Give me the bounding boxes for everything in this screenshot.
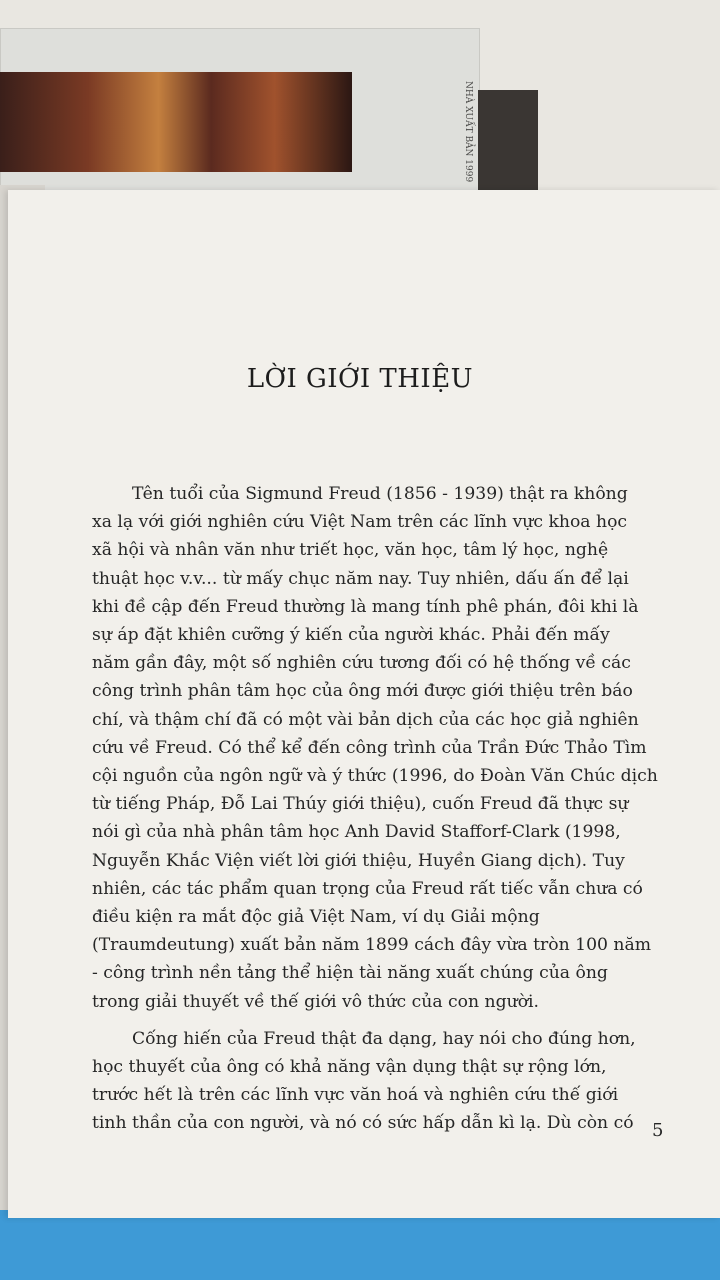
page-number: 5 xyxy=(652,1120,664,1141)
text-line: cội nguồn của ngôn ngữ và ý thức (1996, do Đoàn Văn Chúc dịch xyxy=(92,766,658,787)
text-line: công trình phân tâm học của ông mới được giới thiệu trên báo xyxy=(92,681,633,702)
text-line: trong giải thuyết về thế giới vô thức của con người. xyxy=(92,991,540,1012)
table-surface xyxy=(0,1210,720,1280)
text-line: từ tiếng Pháp, Đỗ Lai Thúy giới thiệu), cuốn Freud đã thực sự xyxy=(92,794,629,815)
page-title: LỜI GIỚI THIỆU xyxy=(246,364,474,394)
text-line: Tên tuổi của Sigmund Freud (1856 - 1939) thật ra không xyxy=(132,484,628,504)
text-line: trước hết là trên các lĩnh vực văn hoá và nghiên cứu thế giới xyxy=(92,1085,619,1106)
background-book-spine-text: NHÀ XUẤT BẢN 1999 xyxy=(463,80,473,182)
paragraph-1 xyxy=(92,480,672,1016)
text-line: xa lạ với giới nghiên cứu Việt Nam trên các lĩnh vực khoa học xyxy=(92,512,628,533)
text-line: cứu về Freud. Có thể kể đến công trình của Trần Đức Thảo Tìm xyxy=(92,737,647,758)
text-line: chí, và thậm chí đã có một vài bản dịch của các học giả nghiên xyxy=(92,709,639,730)
text-line: Cống hiến của Freud thật đa dạng, hay nói cho đúng hơn, xyxy=(132,1028,636,1049)
text-line: khi đề cập đến Freud thường là mang tính phê phán, đôi khi là xyxy=(92,596,639,617)
paragraph-2 xyxy=(92,1025,672,1138)
text-line: nói gì của nhà phân tâm học Anh David Stafforf-Clark (1998, xyxy=(92,822,621,843)
text-line: điều kiện ra mắt độc giả Việt Nam, ví dụ Giải mộng xyxy=(92,907,540,928)
background-book-cover-art xyxy=(0,72,352,172)
text-line: xã hội và nhân văn như triết học, văn học, tâm lý học, nghệ xyxy=(92,540,609,561)
text-line: Nguyễn Khắc Viện viết lời giới thiệu, Huyền Giang dịch). Tuy xyxy=(92,850,625,871)
text-line: (Traumdeutung) xuất bản năm 1899 cách đây vừa tròn 100 năm xyxy=(92,935,652,956)
text-line: - công trình nền tảng thể hiện tài năng xuất chúng của ông xyxy=(92,963,608,984)
text-line: năm gần đây, một số nghiên cứu tương đối có hệ thống về các xyxy=(92,653,631,674)
text-line: sự áp đặt khiên cưỡng ý kiến của người khác. Phải đến mấy xyxy=(92,625,610,646)
text-line: tinh thần của con người, và nó có sức hấp dẫn kì lạ. Dù còn có xyxy=(92,1113,634,1134)
text-line: nhiên, các tác phẩm quan trọng của Freud rất tiếc vẫn chưa có xyxy=(92,878,643,899)
text-line: học thuyết của ông có khả năng vận dụng thật sự rộng lớn, xyxy=(92,1057,607,1078)
background-dark-object xyxy=(478,90,538,195)
body-text xyxy=(92,480,672,1138)
text-line: thuật học v.v... từ mấy chục năm nay. Tuy nhiên, dấu ấn để lại xyxy=(92,568,629,589)
